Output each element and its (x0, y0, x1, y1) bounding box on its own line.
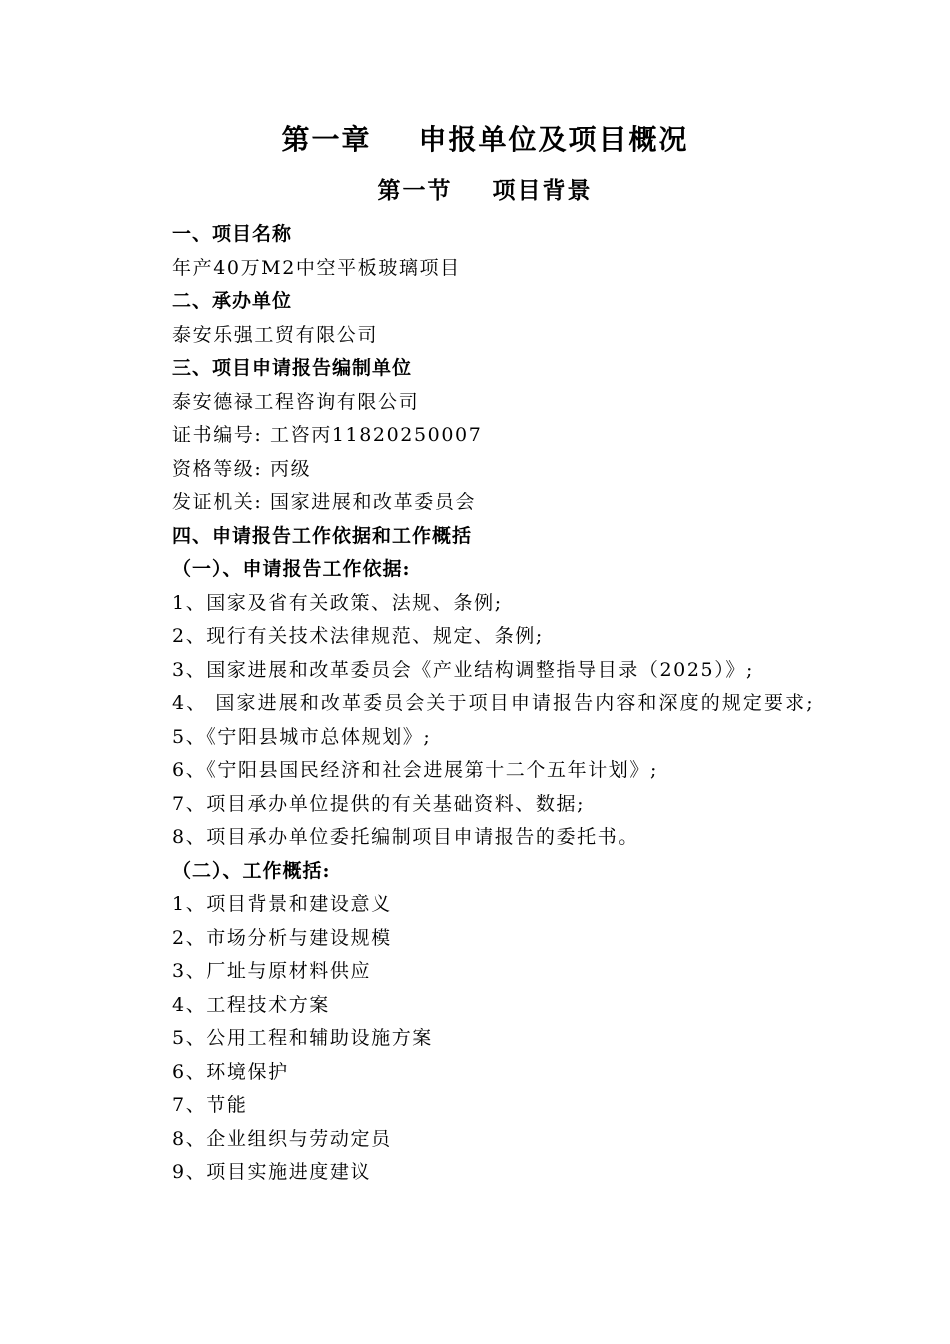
text-line: 证书编号: 工咨丙11820250007 (172, 424, 483, 446)
text-line: 5、公用工程和辅助设施方案 (172, 1027, 433, 1049)
text-line: 3、厂址与原材料供应 (172, 960, 372, 982)
text-line: 5、《宁阳县城市总体规划》; (172, 725, 432, 748)
text-line: 泰安乐强工贸有限公司 (172, 323, 379, 346)
text-line: （一）、申请报告工作依据: (172, 558, 411, 580)
text-line: 8、企业组织与劳动定员 (172, 1127, 392, 1150)
section-title: 第一节 项目背景 (377, 177, 593, 204)
text-line: 2、现行有关技术法律规范、规定、条例; (172, 625, 544, 647)
text-line: 2、市场分析与建设规模 (172, 926, 392, 949)
text-line: 8、项目承办单位委托编制项目申请报告的委托书。 (172, 826, 639, 848)
text-line: 7、节能 (172, 1094, 248, 1116)
text-line: （二）、工作概括: (172, 859, 331, 882)
text-line: 4、工程技术方案 (172, 993, 330, 1016)
text-line: 三、项目申请报告编制单位 (172, 357, 413, 379)
text-line: 1、国家及省有关政策、法规、条例; (172, 591, 503, 614)
text-line: 资格等级: 丙级 (172, 457, 312, 480)
text-line: 发证机关: 国家进展和改革委员会 (172, 491, 477, 513)
text-line: 1、项目背景和建设意义 (172, 893, 392, 915)
text-line: 二、承办单位 (172, 290, 293, 312)
text-line: 7、项目承办单位提供的有关基础资料、数据; (172, 792, 586, 815)
chapter-title: 第一章 申报单位及项目概况 (281, 123, 689, 156)
text-line: 四、申请报告工作依据和工作概括 (172, 524, 473, 547)
text-line: 6、环境保护 (172, 1060, 289, 1083)
text-line: 4、 国家进展和改革委员会关于项目申请报告内容和深度的规定要求; (172, 692, 815, 714)
text-line: 3、国家进展和改革委员会《产业结构调整指导目录（2025）》; (172, 658, 754, 681)
text-line: 年产40万M2中空平板玻璃项目 (172, 256, 461, 279)
text-line: 一、项目名称 (172, 223, 293, 245)
text-line: 6、《宁阳县国民经济和社会进展第十二个五年计划》; (172, 759, 658, 781)
text-line: 9、项目实施进度建议 (172, 1161, 372, 1183)
text-line: 泰安德禄工程咨询有限公司 (172, 390, 420, 413)
document-body (128, 218, 843, 1190)
